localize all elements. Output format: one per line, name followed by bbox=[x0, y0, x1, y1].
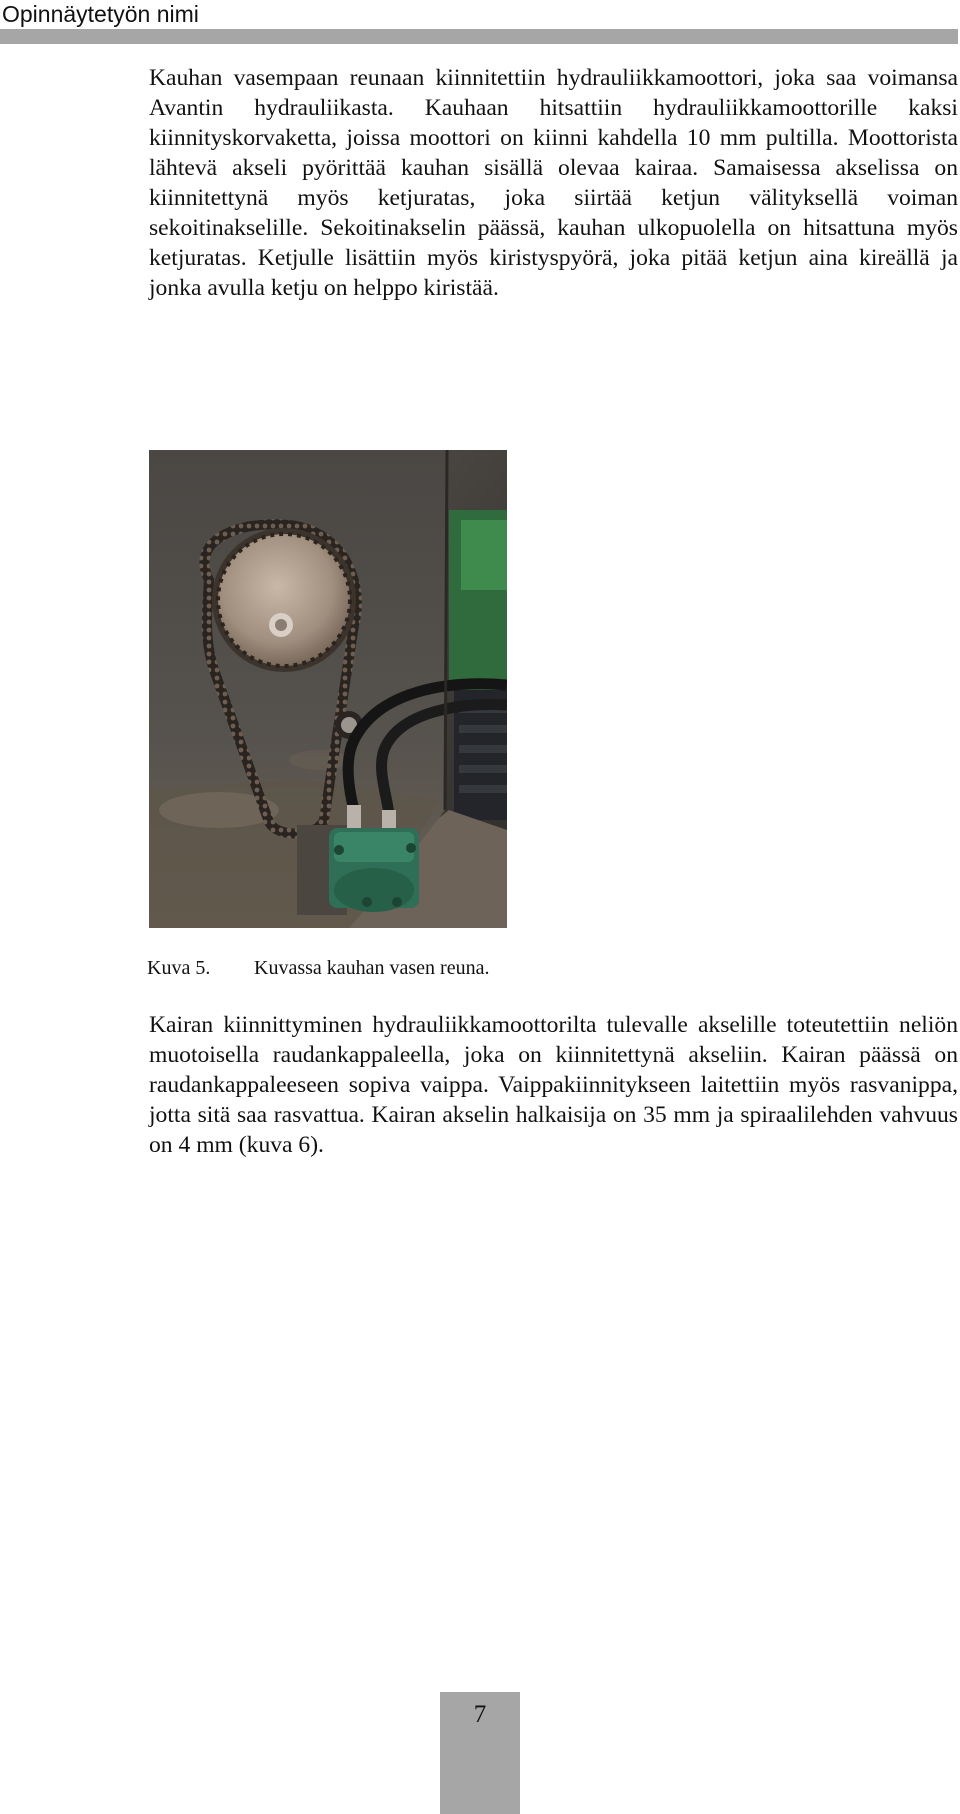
running-header-title: Opinnäytetyön nimi bbox=[2, 1, 199, 27]
figure-caption-label: Kuva 5. bbox=[147, 957, 211, 979]
header-rule bbox=[0, 29, 958, 44]
body-paragraph-2: Kairan kiinnittyminen hydrauliikkamoottorilta tulevalle akselille toteutettiin neliön muotoisella raudankappaleella, joka on kiinnitettynä akseliin. Kairan päässä on raudankappaleeseen sopiva vaippa. Vaippakiinnitykseen laitettiin myös rasvanippa, jotta sitä saa rasvattua. Kairan akselin halkaisija on 35 mm ja spiraalilehden vahvuus on 4 mm (kuva 6). bbox=[149, 1012, 958, 1158]
body-paragraph-1: Kauhan vasempaan reunaan kiinnitettiin hydrauliikkamoottori, joka saa voimansa Avantin hydrauliikasta. Kauhaan hitsattiin hydrauliikkamoottorille kaksi kiinnityskorvaketta, joissa moottori on kiinni kahdella 10 mm pultilla. Moottorista lähtevä akseli pyörittää kauhan sisällä olevaa kairaa. Samaisessa akselissa on kiinnitettynä myös ketjuratas, joka siirtää ketjun välityksellä voiman sekoitinakselille. Sekoitinakselin päässä, kauhan ulkopuolella on hitsattuna myös ketjuratas. Ketjulle lisättiin myös kiristyspyörä, joka pitää ketjun aina kireällä ja jonka avulla ketju on helppo kiristää. bbox=[149, 65, 958, 301]
page-number-box bbox=[440, 1692, 520, 1814]
photo-illustration bbox=[149, 450, 507, 928]
page-number: 7 bbox=[473, 1701, 487, 1728]
figure-photo-bucket-chain-drive bbox=[149, 450, 507, 928]
figure-caption-text: Kuvassa kauhan vasen reuna. bbox=[254, 957, 490, 979]
